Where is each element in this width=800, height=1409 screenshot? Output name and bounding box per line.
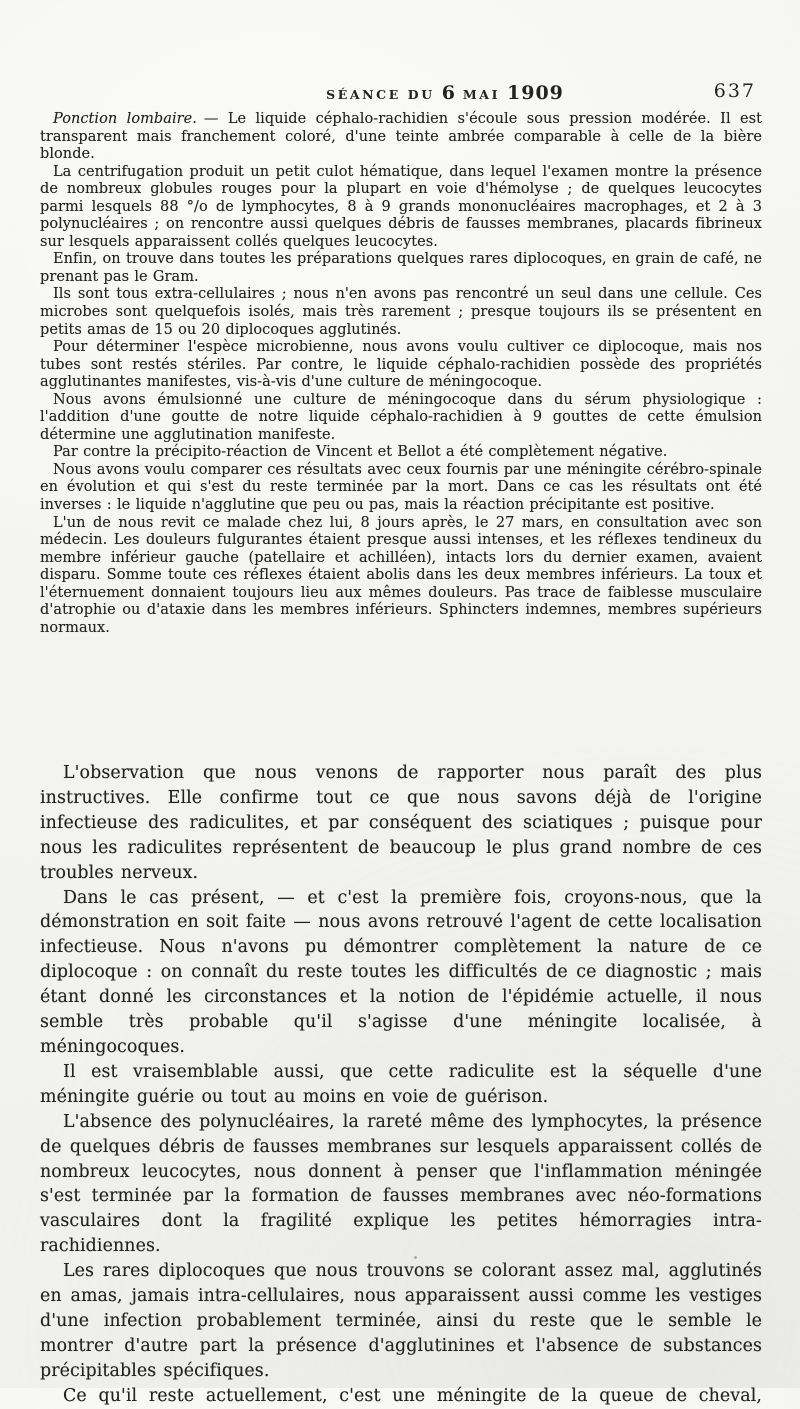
paragraph-text: — Le liquide céphalo-rachidien s'écoule sous pression modérée. Il est transparent mais franchement coloré, d'une teinte ambrée comparable à celle de la bière blonde. (40, 111, 762, 163)
report-paragraph (40, 111, 762, 164)
discussion-paragraph: Il est vraisemblable aussi, que cette radiculite est la séquelle d'une méningite guérie ou tout au moins en voie de guérison. (40, 1061, 762, 1107)
report-paragraph: Ils sont tous extra-cellulaires ; nous n'en avons pas rencontré un seul dans une cellule. Ces microbes sont quelquefois isolés, mais très rarement ; presque toujours ils se présentent en petits amas de 15 ou 20 diplocoques agglutinés. (40, 286, 762, 338)
clinical-report-section (40, 111, 762, 637)
session-title (40, 82, 760, 104)
session-label: SÉANCE DU (326, 87, 435, 102)
running-head (40, 80, 760, 104)
discussion-paragraph: Dans le cas présent, — et c'est la première fois, croyons-nous, que la démonstration en soit faite — nous avons retrouvé l'agent de cette localisation infectieuse. Nous n'avons pu démontrer complètement la nature de ce diplocoque : on connaît du reste toutes les difficultés de ce diagnostic ; mais étant donné les circonstances et la notion de l'épidémie actuelle, il nous semble très probable qu'il s'agisse d'une méningite localisée, à méningocoques. (40, 887, 762, 1057)
discussion-paragraph: Ce qu'il reste actuellement, c'est une méningite de la queue de cheval, (63, 1385, 762, 1406)
paragraph-lead-italic: Ponction lombaire. (53, 111, 197, 127)
page-number: 637 (713, 80, 756, 102)
report-paragraph: La centrifugation produit un petit culot hématique, dans lequel l'examen montre la présence de nombreux globules rouges pour la plupart en voie d'hémolyse ; de quelques leucocytes parmi lesquels 88 °/o de lymphocytes, 8 à 9 grands mononucléaires macrophages, et 2 à 3 polynucléaires ; on rencontre aussi quelques débris de fausses membranes, placards fibrineux sur lesquels apparaissent collés quelques leucocytes. (40, 163, 762, 250)
discussion-section (40, 761, 762, 1409)
discussion-paragraph: L'observation que nous venons de rapporter nous paraît des plus instructives. Elle confirme tout ce que nous savons déjà de l'origine infectieuse des radiculites, et par conséquent des sciatiques ; puisque pour nous les radiculites représentent de beaucoup le plus grand nombre de ces troubles nerveux. (40, 763, 762, 883)
discussion-paragraph: L'absence des polynucléaires, la rareté même des lymphocytes, la présence de quelques débris de fausses membranes sur lesquels apparaissent collés de nombreux leucocytes, nous donnent à penser que l'inflammation méningée s'est terminée par la formation de fausses membranes avec néo-formations vasculaires dont la fragilité explique les petites hémorragies intra-rachidiennes. (40, 1111, 762, 1257)
report-paragraph: Par contre la précipito-réaction de Vincent et Bellot a été complètement négative. (53, 444, 668, 461)
session-year: 1909 (507, 82, 564, 104)
report-paragraph: Nous avons émulsionné une culture de méningocoque dans du sérum physiologique : l'addition d'une goutte de notre liquide céphalo-rachidien à 9 gouttes de cette émulsion détermine une agglutination manifeste. (40, 391, 762, 443)
report-paragraph: L'un de nous revit ce malade chez lui, 8 jours après, le 27 mars, en consultation avec son médecin. Les douleurs fulgurantes étaient presque aussi intenses, et les réflexes tendineux du membre inférieur gauche (patellaire et achilléen), intacts lors du dernier examen, avaient disparu. Somme toute ces réflexes étaient abolis dans les deux membres inférieurs. La toux et l'éternuement donnaient toujours lieu aux mêmes douleurs. Pas trace de faiblesse musculaire d'atrophie ou d'ataxie dans les membres inférieurs. Sphincters indemnes, membres supérieurs normaux. (40, 514, 762, 636)
report-paragraph: Enfin, on trouve dans toutes les préparations quelques rares diplocoques, en grain de café, ne prenant pas le Gram. (40, 251, 762, 285)
report-paragraph: Pour déterminer l'espèce microbienne, nous avons voulu cultiver ce diplocoque, mais nos tubes sont restés stériles. Par contre, le liquide céphalo-rachidien possède des propriétés agglutinantes manifestes, vis-à-vis d'une culture de méningocoque. (40, 339, 762, 391)
report-paragraph: Nous avons voulu comparer ces résultats avec ceux fournis par une méningite cérébro-spinale en évolution et qui s'est du reste terminée par la mort. Dans ce cas les résultats ont été inverses : le liquide n'agglutine que peu ou pas, mais la réaction précipitante est positive. (40, 461, 762, 514)
scan-speck (414, 1256, 417, 1259)
session-month: MAI (462, 87, 501, 102)
session-day: 6 (441, 82, 456, 104)
discussion-paragraph: Les rares diplocoques que nous trouvons se colorant assez mal, agglutinés en amas, jamais intra-cellulaires, nous apparaissent aussi comme les vestiges d'une infection probablement terminée, ainsi du reste que le semble le montrer d'autre part la présence d'agglutinines et l'absence de substances précipitables spécifiques. (40, 1261, 762, 1381)
